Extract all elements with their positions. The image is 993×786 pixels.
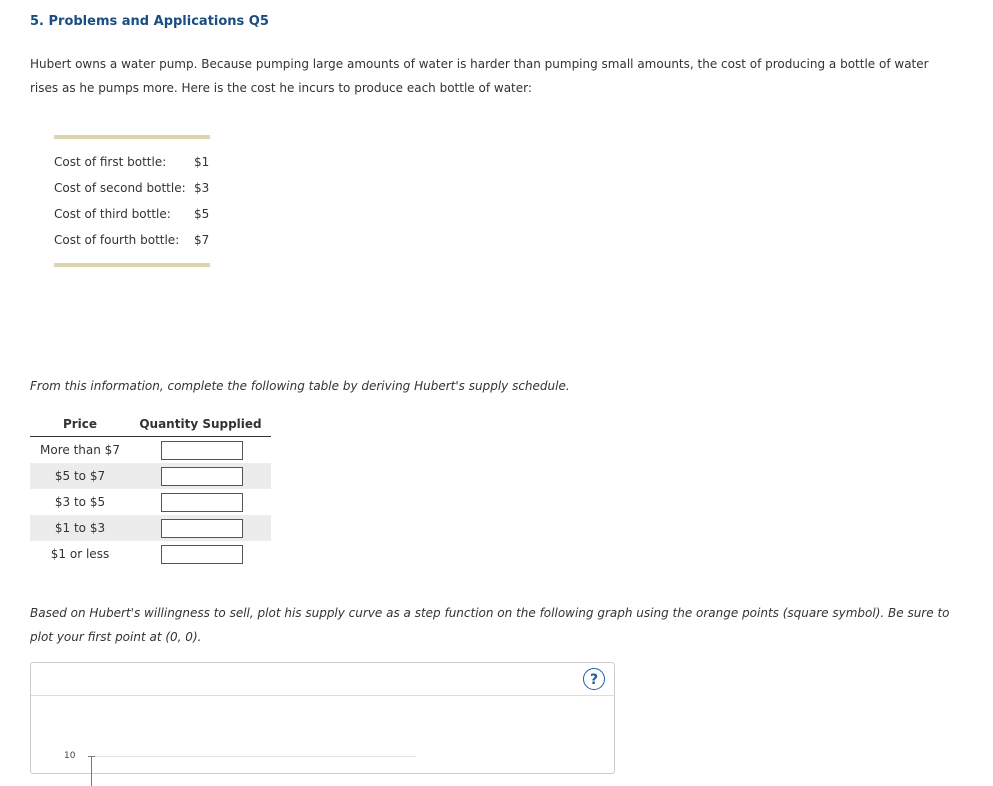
y-axis (91, 756, 92, 786)
supply-instruction: From this information, complete the following table by deriving Hubert's supply schedule. (30, 379, 570, 393)
cost-row (54, 149, 210, 175)
table-row (30, 489, 271, 515)
cost-row (54, 227, 210, 253)
quantity-input[interactable] (161, 519, 243, 538)
cost-label: Cost of second bottle: (54, 181, 186, 195)
table-row (30, 541, 271, 567)
price-cell: $3 to $5 (54, 495, 106, 509)
y-axis-tick (88, 756, 95, 757)
cost-table (54, 135, 210, 267)
plot-instruction: Based on Hubert's willingness to sell, plot his supply curve as a step function on the following graph using the orange points (square symbol). Be sure to plot your first point at (0, 0). (30, 606, 950, 644)
cost-label: Cost of first bottle: (54, 155, 167, 169)
cost-value: $3 (194, 181, 210, 195)
price-cell: More than $7 (40, 443, 120, 457)
quantity-input[interactable] (161, 545, 243, 564)
cost-label: Cost of third bottle: (54, 207, 171, 221)
y-tick-label: 10 (64, 751, 76, 761)
graph-toolbar (31, 663, 614, 696)
question-circle-icon[interactable]: ? (583, 668, 605, 690)
price-header: Price (62, 417, 98, 431)
cost-row (54, 175, 210, 201)
graph-area[interactable] (31, 696, 614, 774)
cost-value: $7 (194, 233, 210, 247)
cost-value: $5 (194, 207, 210, 221)
quantity-input[interactable] (161, 467, 243, 486)
cost-value: $1 (194, 155, 210, 169)
price-cell: $1 to $3 (54, 521, 106, 535)
price-cell: $1 or less (50, 547, 110, 561)
quantity-input[interactable] (161, 493, 243, 512)
problem-intro: Hubert owns a water pump. Because pumping large amounts of water is harder than pumping small amounts, the cost of producing a bottle of water rises as he pumps more. Here is the cost he incurs to produce each bottle of water: (30, 57, 929, 95)
price-cell: $5 to $7 (54, 469, 106, 483)
cost-row (54, 201, 210, 227)
grid-line (95, 756, 416, 757)
supply-schedule-table (30, 412, 271, 567)
quantity-header: Quantity Supplied (139, 417, 262, 431)
table-row (30, 515, 271, 541)
table-row (30, 463, 271, 489)
cost-label: Cost of fourth bottle: (54, 233, 180, 247)
table-row (30, 437, 271, 463)
graph-panel (30, 662, 615, 774)
problem-title: 5. Problems and Applications Q5 (30, 14, 269, 29)
quantity-input[interactable] (161, 441, 243, 460)
supply-table-header (30, 412, 271, 437)
